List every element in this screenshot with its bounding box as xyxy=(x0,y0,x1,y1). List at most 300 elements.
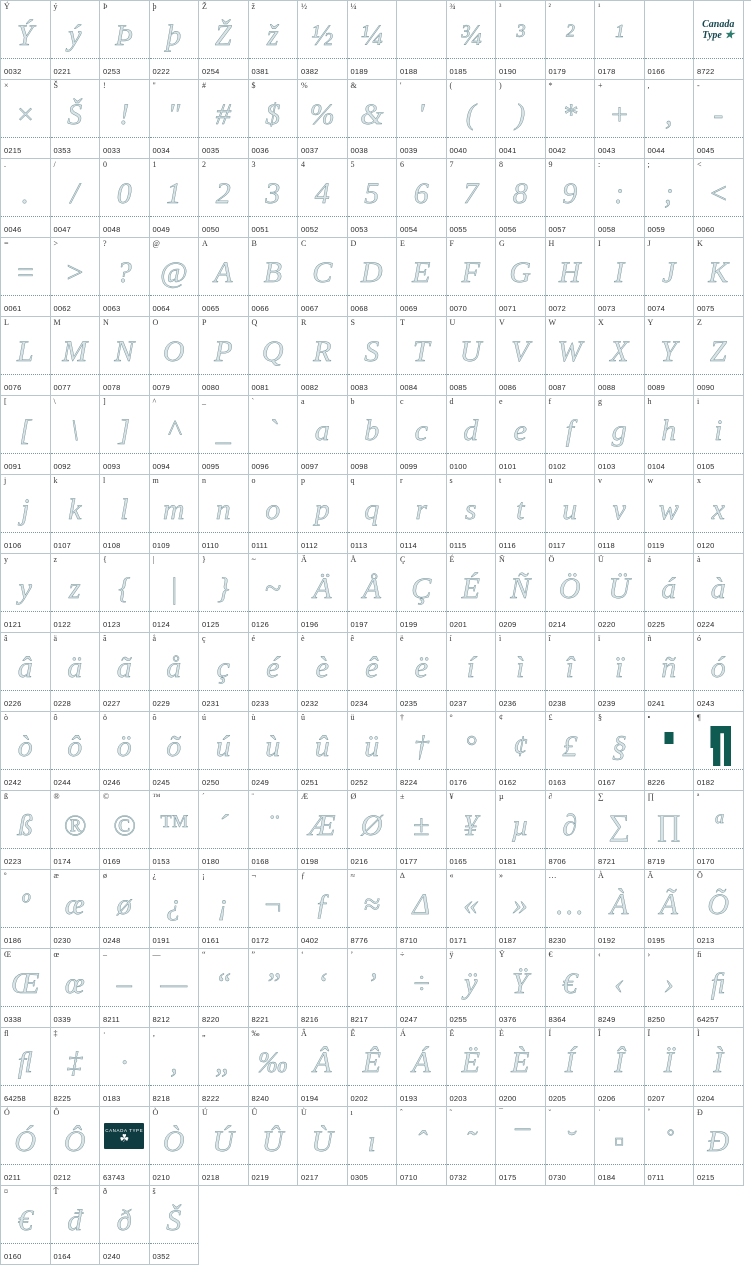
glyph-cell[interactable] xyxy=(595,1028,645,1107)
glyph-code-label: 0095 xyxy=(202,462,220,471)
glyph-code-label: 0249 xyxy=(251,778,269,787)
glyph-cell[interactable] xyxy=(348,712,398,791)
glyph-cell[interactable] xyxy=(199,238,249,317)
glyph-cell[interactable] xyxy=(397,791,447,870)
glyph-cell[interactable] xyxy=(298,712,348,791)
glyph-cell[interactable] xyxy=(397,870,447,949)
baseline-guide xyxy=(1,374,50,375)
glyph-cell[interactable] xyxy=(645,712,695,791)
glyph-cell[interactable] xyxy=(546,317,596,396)
glyph-cell[interactable] xyxy=(150,317,200,396)
glyph-cell[interactable] xyxy=(496,159,546,238)
glyph-cell[interactable] xyxy=(1,554,51,633)
glyph-cell[interactable] xyxy=(645,870,695,949)
glyph-code-label: 0102 xyxy=(548,462,566,471)
glyph-code-label: 0376 xyxy=(499,1015,517,1024)
glyph-cell[interactable] xyxy=(51,238,101,317)
glyph-cell[interactable] xyxy=(348,159,398,238)
glyph-cell[interactable] xyxy=(645,238,695,317)
glyph-code-label: 0079 xyxy=(152,383,170,392)
glyph-cell[interactable] xyxy=(546,949,596,1028)
glyph-cell[interactable] xyxy=(298,1107,348,1186)
glyph-cell[interactable] xyxy=(447,633,497,712)
glyph-cell[interactable] xyxy=(496,1,546,80)
glyph-cell[interactable] xyxy=(348,238,398,317)
glyph-char-label: { xyxy=(103,555,107,564)
glyph-cell[interactable] xyxy=(397,238,447,317)
glyph-cell[interactable] xyxy=(645,1028,695,1107)
glyph-cell[interactable] xyxy=(1,712,51,791)
glyph-cell[interactable] xyxy=(447,1028,497,1107)
glyph-cell[interactable] xyxy=(348,1107,398,1186)
glyph-cell[interactable] xyxy=(249,317,299,396)
glyph-cell[interactable] xyxy=(447,238,497,317)
glyph-cell[interactable] xyxy=(447,159,497,238)
glyph-cell[interactable] xyxy=(150,633,200,712)
glyph-cell[interactable] xyxy=(496,870,546,949)
glyph-cell[interactable] xyxy=(150,1028,200,1107)
baseline-guide xyxy=(150,295,199,296)
glyph-char-label: V xyxy=(499,318,505,327)
glyph-cell[interactable] xyxy=(645,475,695,554)
glyph-cell[interactable] xyxy=(1,1107,51,1186)
glyph-cell[interactable] xyxy=(546,712,596,791)
glyph-cell[interactable] xyxy=(51,633,101,712)
baseline-guide xyxy=(348,769,397,770)
glyph-cell[interactable] xyxy=(645,633,695,712)
glyph-cell[interactable] xyxy=(1,791,51,870)
glyph-char-label: T xyxy=(400,318,405,327)
glyph-cell[interactable] xyxy=(348,791,398,870)
glyph-char-label: 7 xyxy=(449,160,454,169)
glyph-cell[interactable] xyxy=(645,80,695,159)
glyph-cell[interactable] xyxy=(447,870,497,949)
glyph-cell[interactable] xyxy=(595,317,645,396)
glyph-cell[interactable] xyxy=(100,712,150,791)
glyph-cell[interactable] xyxy=(100,396,150,475)
glyph-char-label: " xyxy=(152,81,156,90)
glyph-cell[interactable] xyxy=(397,475,447,554)
glyph-render: A xyxy=(214,256,233,289)
glyph-cell[interactable] xyxy=(199,80,249,159)
glyph-cell[interactable] xyxy=(496,396,546,475)
glyph-cell[interactable] xyxy=(298,949,348,1028)
glyph-cell[interactable] xyxy=(51,1107,101,1186)
glyph-cell[interactable] xyxy=(249,159,299,238)
glyph-cell[interactable] xyxy=(496,317,546,396)
glyph-cell[interactable] xyxy=(1,80,51,159)
glyph-cell[interactable] xyxy=(546,633,596,712)
glyph-cell[interactable] xyxy=(645,949,695,1028)
glyph-char-label: \ xyxy=(53,397,56,406)
glyph-cell[interactable] xyxy=(51,791,101,870)
glyph-cell[interactable] xyxy=(496,1028,546,1107)
glyph-cell[interactable] xyxy=(298,870,348,949)
glyph-cell[interactable] xyxy=(199,791,249,870)
glyph-cell[interactable] xyxy=(496,1107,546,1186)
glyph-cell[interactable] xyxy=(645,317,695,396)
glyph-cell[interactable] xyxy=(150,159,200,238)
glyph-cell[interactable] xyxy=(595,396,645,475)
glyph-cell[interactable] xyxy=(51,317,101,396)
glyph-cell[interactable] xyxy=(199,712,249,791)
glyph-render: ˆ xyxy=(416,1125,427,1158)
glyph-code-label: 0075 xyxy=(697,304,715,313)
glyph-char-label: Ì xyxy=(697,1029,700,1038)
glyph-cell[interactable] xyxy=(199,554,249,633)
glyph-code-label: 0040 xyxy=(449,146,467,155)
glyph-cell[interactable] xyxy=(546,159,596,238)
glyph-cell[interactable] xyxy=(447,791,497,870)
glyph-cell[interactable] xyxy=(51,475,101,554)
glyph-cell[interactable] xyxy=(447,1,497,80)
glyph-cell[interactable] xyxy=(150,1186,200,1265)
glyph-cell[interactable] xyxy=(298,80,348,159)
glyph-cell[interactable] xyxy=(199,633,249,712)
glyph-cell[interactable] xyxy=(645,1,695,80)
baseline-guide xyxy=(645,1085,694,1086)
glyph-cell[interactable] xyxy=(51,1028,101,1107)
glyph-cell[interactable] xyxy=(100,870,150,949)
glyph-render: € xyxy=(17,1204,33,1237)
glyph-cell[interactable] xyxy=(546,475,596,554)
baseline-guide xyxy=(595,611,644,612)
glyph-code-label: 0049 xyxy=(152,225,170,234)
baseline-guide xyxy=(546,58,595,59)
glyph-render: ä xyxy=(67,651,83,684)
glyph-cell[interactable] xyxy=(1,396,51,475)
glyph-cell[interactable] xyxy=(51,1186,101,1265)
glyph-cell[interactable] xyxy=(51,949,101,1028)
glyph-cell[interactable] xyxy=(595,633,645,712)
glyph-cell[interactable] xyxy=(249,870,299,949)
glyph-char-label: . xyxy=(4,160,6,169)
glyph-cell[interactable] xyxy=(51,870,101,949)
baseline-guide xyxy=(447,453,496,454)
glyph-code-label: 0176 xyxy=(449,778,467,787)
glyph-cell[interactable] xyxy=(150,791,200,870)
glyph-cell[interactable] xyxy=(595,80,645,159)
glyph-cell[interactable] xyxy=(100,159,150,238)
glyph-cell[interactable] xyxy=(397,712,447,791)
glyph-cell[interactable] xyxy=(199,317,249,396)
glyph-cell[interactable] xyxy=(397,949,447,1028)
glyph-render: _ xyxy=(215,414,231,447)
glyph-render: # xyxy=(215,98,231,131)
glyph-cell[interactable] xyxy=(546,1028,596,1107)
glyph-cell[interactable] xyxy=(447,1107,497,1186)
glyph-render: ‚ xyxy=(168,1046,179,1079)
glyph-code-label: 0061 xyxy=(4,304,22,313)
glyph-cell[interactable] xyxy=(298,475,348,554)
glyph-cell[interactable] xyxy=(100,317,150,396)
glyph-cell[interactable] xyxy=(546,554,596,633)
glyph-cell[interactable] xyxy=(150,870,200,949)
glyph-cell[interactable] xyxy=(249,475,299,554)
glyph-cell[interactable] xyxy=(447,949,497,1028)
glyph-cell[interactable] xyxy=(447,396,497,475)
glyph-cell[interactable] xyxy=(298,1028,348,1107)
glyph-char-label: ÿ xyxy=(449,950,454,959)
glyph-cell[interactable] xyxy=(100,633,150,712)
glyph-render: / xyxy=(70,177,79,210)
glyph-cell[interactable] xyxy=(694,554,744,633)
glyph-cell[interactable] xyxy=(150,475,200,554)
glyph-cell[interactable] xyxy=(150,949,200,1028)
glyph-render: ö xyxy=(116,730,132,763)
glyph-char-label: A xyxy=(202,239,208,248)
glyph-cell[interactable] xyxy=(348,870,398,949)
glyph-cell[interactable] xyxy=(348,1,398,80)
glyph-char-label: ? xyxy=(103,239,107,248)
glyph-code-label: 0051 xyxy=(251,225,269,234)
glyph-cell[interactable] xyxy=(1,159,51,238)
glyph-cell[interactable] xyxy=(348,633,398,712)
glyph-cell[interactable] xyxy=(199,159,249,238)
glyph-cell[interactable] xyxy=(348,949,398,1028)
glyph-cell[interactable] xyxy=(249,554,299,633)
glyph-cell[interactable] xyxy=(496,80,546,159)
glyph-cell[interactable] xyxy=(100,554,150,633)
glyph-cell[interactable] xyxy=(199,475,249,554)
glyph-render: Õ xyxy=(707,888,730,921)
glyph-cell[interactable] xyxy=(694,159,744,238)
glyph-char-label: Z xyxy=(697,318,702,327)
glyph-cell[interactable] xyxy=(298,554,348,633)
glyph-cell[interactable] xyxy=(645,554,695,633)
glyph-cell[interactable] xyxy=(496,475,546,554)
glyph-cell[interactable] xyxy=(1,949,51,1028)
glyph-cell[interactable] xyxy=(546,870,596,949)
glyph-cell[interactable] xyxy=(595,159,645,238)
glyph-char-label: z xyxy=(53,555,58,564)
glyph-cell[interactable] xyxy=(249,633,299,712)
glyph-cell[interactable] xyxy=(397,317,447,396)
baseline-guide xyxy=(1,1006,50,1007)
glyph-cell[interactable] xyxy=(694,238,744,317)
glyph-cell[interactable] xyxy=(595,791,645,870)
glyph-cell[interactable] xyxy=(199,949,249,1028)
glyph-cell[interactable] xyxy=(348,396,398,475)
glyph-cell[interactable] xyxy=(397,554,447,633)
glyph-cell[interactable] xyxy=(100,475,150,554)
glyph-cell[interactable] xyxy=(447,554,497,633)
glyph-char-label: H xyxy=(548,239,555,248)
glyph-cell[interactable] xyxy=(298,791,348,870)
glyph-cell[interactable] xyxy=(397,159,447,238)
glyph-cell[interactable] xyxy=(595,475,645,554)
glyph-cell[interactable] xyxy=(694,712,744,791)
glyph-cell[interactable] xyxy=(1,238,51,317)
glyph-cell[interactable] xyxy=(397,1107,447,1186)
glyph-cell[interactable] xyxy=(249,238,299,317)
glyph-cell[interactable] xyxy=(249,1107,299,1186)
glyph-cell[interactable] xyxy=(298,633,348,712)
glyph-cell[interactable] xyxy=(150,1,200,80)
glyph-code-label: 0033 xyxy=(103,146,121,155)
glyph-cell[interactable] xyxy=(694,475,744,554)
glyph-cell[interactable] xyxy=(496,633,546,712)
glyph-cell[interactable] xyxy=(447,475,497,554)
baseline-guide xyxy=(298,532,347,533)
glyph-cell[interactable] xyxy=(496,791,546,870)
glyph-cell[interactable] xyxy=(100,80,150,159)
glyph-cell[interactable] xyxy=(249,949,299,1028)
glyph-cell[interactable] xyxy=(348,554,398,633)
glyph-cell[interactable] xyxy=(595,554,645,633)
glyph-cell[interactable] xyxy=(595,870,645,949)
glyph-code-label: 0071 xyxy=(499,304,517,313)
glyph-cell[interactable] xyxy=(694,317,744,396)
glyph-cell[interactable] xyxy=(199,1,249,80)
glyph-render: ﬁ xyxy=(710,967,726,1000)
glyph-cell[interactable] xyxy=(150,238,200,317)
glyph-render: t xyxy=(516,493,525,526)
glyph-cell[interactable] xyxy=(1,870,51,949)
glyph-cell[interactable] xyxy=(150,396,200,475)
glyph-char-label: | xyxy=(152,555,155,564)
glyph-cell[interactable] xyxy=(100,1107,150,1186)
glyph-cell[interactable] xyxy=(645,396,695,475)
glyph-code-label: 0402 xyxy=(301,936,319,945)
glyph-cell[interactable] xyxy=(546,1107,596,1186)
glyph-char-label: â xyxy=(4,634,8,643)
glyph-cell[interactable] xyxy=(298,238,348,317)
glyph-cell[interactable] xyxy=(1,1028,51,1107)
glyph-cell[interactable] xyxy=(100,1028,150,1107)
glyph-cell[interactable] xyxy=(694,80,744,159)
glyph-cell[interactable] xyxy=(546,791,596,870)
glyph-cell[interactable] xyxy=(100,949,150,1028)
glyph-cell[interactable] xyxy=(51,554,101,633)
glyph-cell[interactable] xyxy=(100,1186,150,1265)
glyph-cell[interactable] xyxy=(150,1107,200,1186)
glyph-cell[interactable] xyxy=(100,238,150,317)
glyph-cell[interactable] xyxy=(595,712,645,791)
glyph-cell[interactable] xyxy=(249,1,299,80)
glyph-cell[interactable] xyxy=(298,1,348,80)
glyph-cell[interactable] xyxy=(694,791,744,870)
glyph-cell[interactable] xyxy=(645,791,695,870)
glyph-cell[interactable] xyxy=(397,633,447,712)
glyph-cell[interactable] xyxy=(51,159,101,238)
glyph-render: — xyxy=(160,967,188,1000)
glyph-cell[interactable] xyxy=(546,1,596,80)
glyph-cell[interactable] xyxy=(249,396,299,475)
baseline-guide xyxy=(51,453,100,454)
glyph-cell[interactable] xyxy=(496,238,546,317)
glyph-cell[interactable] xyxy=(496,712,546,791)
glyph-cell[interactable] xyxy=(1,317,51,396)
glyph-cell[interactable] xyxy=(100,1,150,80)
glyph-cell[interactable] xyxy=(1,1,51,80)
glyph-cell[interactable] xyxy=(150,554,200,633)
glyph-cell[interactable] xyxy=(397,80,447,159)
glyph-code-label: 0081 xyxy=(251,383,269,392)
glyph-cell[interactable] xyxy=(199,1107,249,1186)
glyph-cell[interactable] xyxy=(249,791,299,870)
badge-line-1: CANADA TYPE xyxy=(105,1127,144,1133)
glyph-cell[interactable] xyxy=(447,317,497,396)
glyph-cell[interactable] xyxy=(249,1028,299,1107)
glyph-cell[interactable] xyxy=(199,1028,249,1107)
glyph-render: ² xyxy=(565,19,575,52)
glyph-cell[interactable] xyxy=(298,317,348,396)
glyph-cell[interactable] xyxy=(595,949,645,1028)
glyph-cell[interactable] xyxy=(249,712,299,791)
glyph-cell[interactable] xyxy=(199,870,249,949)
glyph-char-label: ’ xyxy=(350,950,354,959)
glyph-row xyxy=(1,791,751,870)
glyph-cell[interactable] xyxy=(348,80,398,159)
glyph-cell[interactable] xyxy=(694,1107,744,1186)
baseline-guide xyxy=(199,848,248,849)
glyph-code-label: 0104 xyxy=(647,462,665,471)
glyph-cell[interactable] xyxy=(298,396,348,475)
glyph-char-label: f xyxy=(548,397,552,406)
glyph-cell[interactable] xyxy=(348,475,398,554)
glyph-cell[interactable] xyxy=(546,396,596,475)
glyph-cell[interactable] xyxy=(694,396,744,475)
glyph-cell[interactable] xyxy=(595,1,645,80)
glyph-char-label: X xyxy=(598,318,604,327)
glyph-cell[interactable] xyxy=(694,1028,744,1107)
glyph-cell[interactable] xyxy=(546,80,596,159)
glyph-cell[interactable] xyxy=(348,317,398,396)
glyph-code-label: 0213 xyxy=(697,936,715,945)
glyph-cell[interactable] xyxy=(645,1107,695,1186)
glyph-code-label: 0229 xyxy=(152,699,170,708)
glyph-cell[interactable] xyxy=(51,80,101,159)
glyph-cell[interactable] xyxy=(496,554,546,633)
glyph-cell[interactable] xyxy=(397,396,447,475)
glyph-cell[interactable] xyxy=(645,159,695,238)
glyph-code-label: 0072 xyxy=(548,304,566,313)
glyph-cell[interactable] xyxy=(51,1,101,80)
glyph-cell[interactable] xyxy=(51,712,101,791)
glyph-cell[interactable] xyxy=(150,712,200,791)
glyph-cell[interactable] xyxy=(150,80,200,159)
glyph-cell[interactable] xyxy=(496,949,546,1028)
glyph-char-label: y xyxy=(4,555,8,564)
glyph-cell[interactable] xyxy=(1,475,51,554)
glyph-cell[interactable] xyxy=(595,238,645,317)
baseline-guide xyxy=(694,1006,743,1007)
glyph-cell[interactable] xyxy=(546,238,596,317)
glyph-cell[interactable] xyxy=(447,80,497,159)
glyph-cell[interactable] xyxy=(694,870,744,949)
glyph-cell[interactable] xyxy=(1,633,51,712)
glyph-cell[interactable] xyxy=(397,1028,447,1107)
glyph-char-label: ] xyxy=(103,397,106,406)
glyph-cell[interactable] xyxy=(348,1028,398,1107)
glyph-render: ± xyxy=(413,809,430,842)
glyph-cell[interactable] xyxy=(397,1,447,80)
glyph-cell[interactable] xyxy=(447,712,497,791)
glyph-cell[interactable] xyxy=(199,396,249,475)
glyph-cell[interactable] xyxy=(595,1107,645,1186)
glyph-cell[interactable] xyxy=(694,949,744,1028)
baseline-guide xyxy=(447,769,496,770)
glyph-cell[interactable] xyxy=(694,633,744,712)
glyph-cell[interactable] xyxy=(1,1186,51,1265)
glyph-cell[interactable] xyxy=(100,791,150,870)
glyph-cell[interactable] xyxy=(298,159,348,238)
glyph-cell[interactable] xyxy=(249,80,299,159)
glyph-cell[interactable] xyxy=(694,1,744,80)
baseline-guide xyxy=(546,1006,595,1007)
glyph-cell[interactable] xyxy=(51,396,101,475)
